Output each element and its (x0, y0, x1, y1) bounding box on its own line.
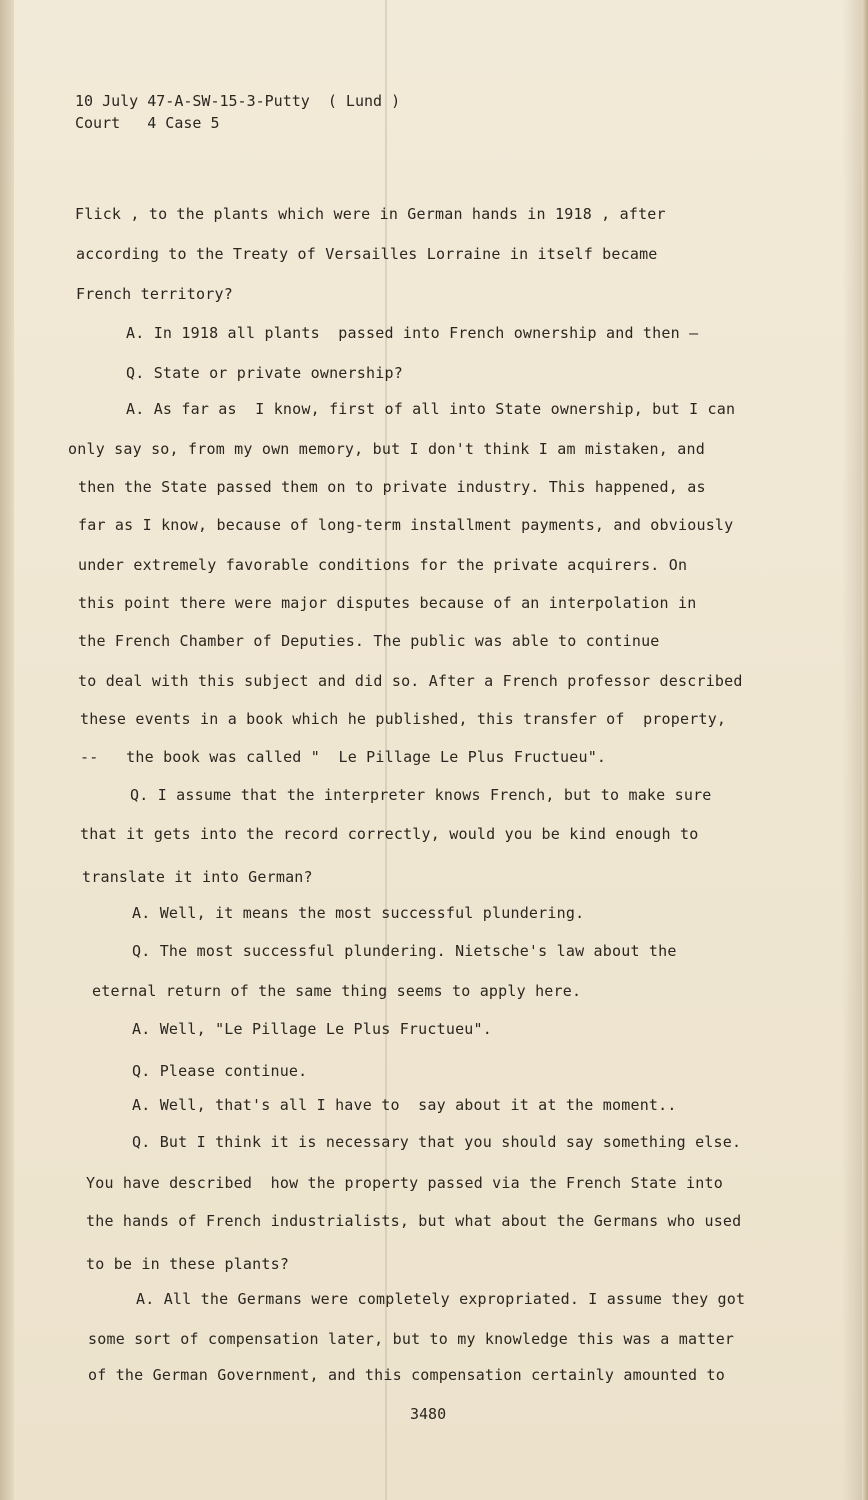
text-line: A. Well, it means the most successful plundering. (132, 904, 585, 922)
text-line: A. Well, that's all I have to say about it at the moment.. (132, 1096, 677, 1114)
text-line: eternal return of the same thing seems to apply here. (92, 982, 582, 1000)
text-line: some sort of compensation later, but to my knowledge this was a matter (88, 1330, 735, 1348)
text-line: A. In 1918 all plants passed into French ownership and then — (126, 324, 699, 342)
header-date-line: 10 July 47-A-SW-15-3-Putty ( Lund ) (75, 92, 401, 110)
text-line: French territory? (76, 285, 233, 303)
text-line: to be in these plants? (86, 1255, 290, 1273)
text-line: Q. But I think it is necessary that you should say something else. (132, 1133, 742, 1151)
text-line: Q. I assume that the interpreter knows French, but to make sure (130, 786, 712, 804)
text-line: these events in a book which he published, this transfer of property, (80, 710, 727, 728)
text-line: Flick , to the plants which were in German hands in 1918 , after (75, 205, 666, 223)
text-line: this point there were major disputes because of an interpolation in (78, 594, 697, 612)
text-line: A. Well, "Le Pillage Le Plus Fructueu". (132, 1020, 492, 1038)
text-line: of the German Government, and this compensation certainly amounted to (88, 1366, 725, 1384)
text-line: Q. State or private ownership? (126, 364, 403, 382)
text-line: Q. Please continue. (132, 1062, 308, 1080)
text-line: A. All the Germans were completely expropriated. I assume they got (136, 1290, 746, 1308)
text-line: to deal with this subject and did so. After a French professor described (78, 672, 743, 690)
text-line: the hands of French industrialists, but what about the Germans who used (86, 1212, 742, 1230)
text-line: the French Chamber of Deputies. The public was able to continue (78, 632, 660, 650)
text-line: A. As far as I know, first of all into State ownership, but I can (126, 400, 736, 418)
text-line: then the State passed them on to private industry. This happened, as (78, 478, 706, 496)
text-line: -- the book was called " Le Pillage Le Plus Fructueu". (80, 748, 607, 766)
text-line: under extremely favorable conditions for the private acquirers. On (78, 556, 688, 574)
paper-left-edge (0, 0, 14, 1500)
text-line: far as I know, because of long-term installment payments, and obviously (78, 516, 734, 534)
paper-right-edge (862, 0, 868, 1500)
text-line: that it gets into the record correctly, would you be kind enough to (80, 825, 699, 843)
document-header (75, 90, 400, 134)
text-line: translate it into German? (82, 868, 313, 886)
text-line: according to the Treaty of Versailles Lorraine in itself became (76, 245, 658, 263)
page-number: 3480 (410, 1405, 447, 1423)
header-court-line: Court 4 Case 5 (75, 114, 220, 132)
text-line: Q. The most successful plundering. Nietsche's law about the (132, 942, 677, 960)
text-line: You have described how the property passed via the French State into (86, 1174, 723, 1192)
text-line: only say so, from my own memory, but I don't think I am mistaken, and (68, 440, 705, 458)
